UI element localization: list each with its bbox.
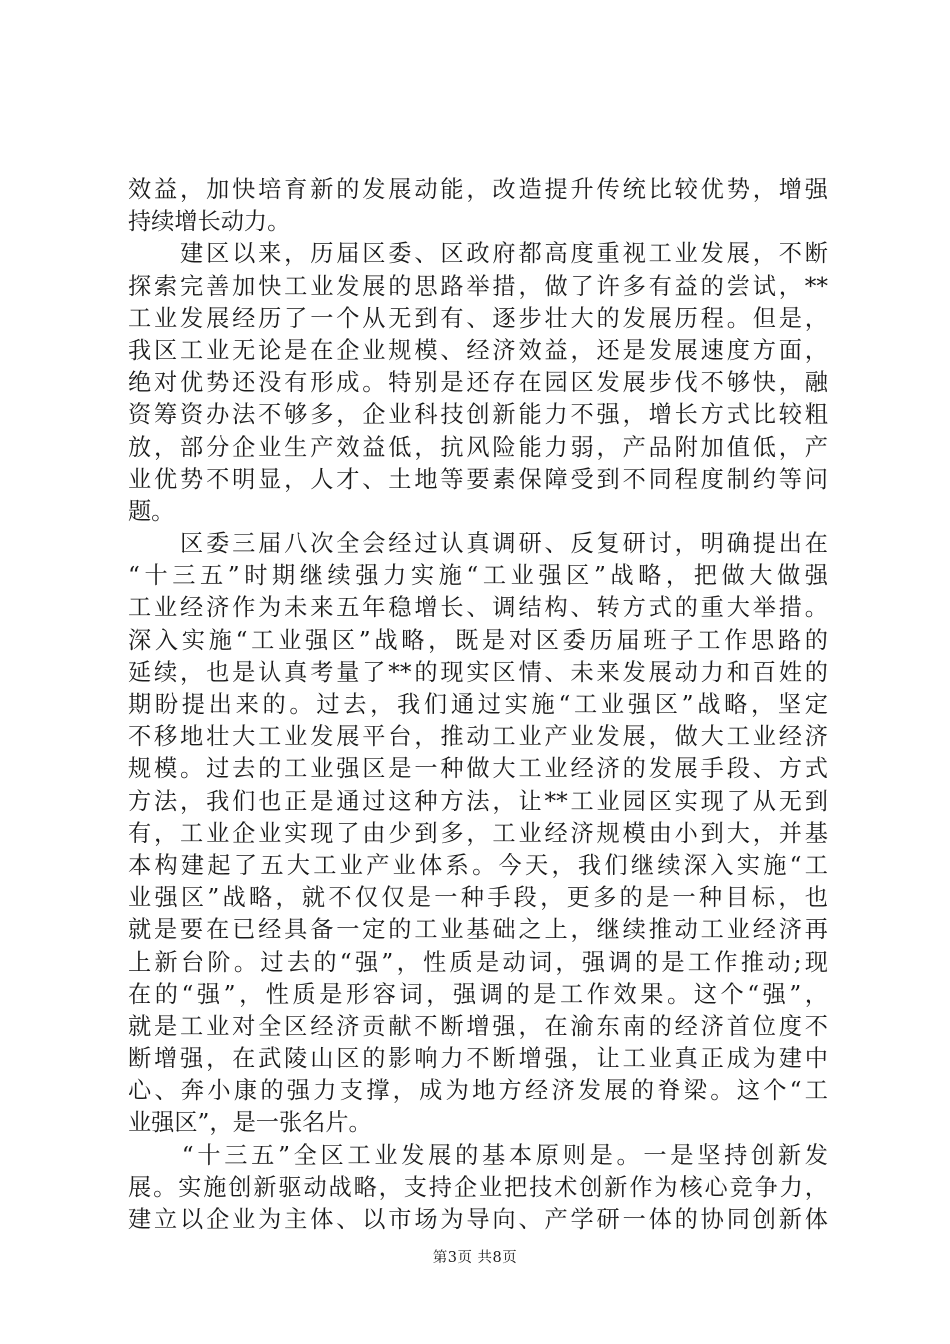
text-line: 就是工业对全区经济贡献不断增强，在渝东南的经济首位度不 [128, 1012, 828, 1040]
text-line: 本构建起了五大工业产业体系。今天，我们继续深入实施“工 [128, 851, 828, 879]
text-line: 我区工业无论是在企业规模、经济效益，还是发展速度方面， [128, 336, 828, 364]
text-line: 不移地壮大工业发展平台，推动工业产业发展，做大工业经济 [128, 723, 828, 751]
text-line: 断增强，在武陵山区的影响力不断增强，让工业真正成为建中 [128, 1045, 828, 1073]
page-number-footer: 第3页 共8页 [432, 1250, 518, 1266]
text-line: “十三五”全区工业发展的基本原则是。一是坚持创新发 [128, 1141, 828, 1169]
text-line: 工业经济作为未来五年稳增长、调结构、转方式的重大举措。 [128, 594, 828, 622]
text-line: 方法，我们也正是通过这种方法，让**工业园区实现了从无到 [128, 787, 828, 815]
text-line: 就是要在已经具备一定的工业基础之上，继续推动工业经济再 [128, 916, 828, 944]
text-line: 绝对优势还没有形成。特别是还存在园区发展步伐不够快，融 [128, 369, 828, 397]
text-line: 探索完善加快工业发展的思路举措，做了许多有益的尝试，** [128, 272, 828, 300]
text-line: 在的“强”，性质是形容词，强调的是工作效果。这个“强”， [128, 980, 828, 1008]
text-line: 心、奔小康的强力支撑，成为地方经济发展的脊梁。这个“工 [128, 1077, 828, 1105]
text-line: 深入实施“工业强区”战略，既是对区委历届班子工作思路的 [128, 626, 828, 654]
text-line: 业强区”战略，就不仅仅是一种手段，更多的是一种目标，也 [128, 884, 828, 912]
text-line: 展。实施创新驱动战略，支持企业把技术创新作为核心竞争力， [128, 1173, 828, 1201]
text-line: 建立以企业为主体、以市场为导向、产学研一体的协同创新体 [128, 1206, 828, 1233]
text-line: “十三五”时期继续强力实施“工业强区”战略，把做大做强 [128, 562, 828, 590]
text-line: 有，工业企业实现了由少到多，工业经济规模由小到大，并基 [128, 819, 828, 847]
text-line: 工业发展经历了一个从无到有、逐步壮大的发展历程。但是， [128, 304, 828, 332]
text-line: 放，部分企业生产效益低，抗风险能力弱，产品附加值低，产 [128, 433, 828, 461]
text-line: 期盼提出来的。过去，我们通过实施“工业强区”战略，坚定 [128, 691, 828, 718]
text-line: 上新台阶。过去的“强”，性质是动词，强调的是工作推动;现 [128, 948, 828, 976]
text-line: 题。 [128, 497, 175, 525]
text-line: 规模。过去的工业强区是一种做大工业经济的发展手段、方式 [128, 755, 828, 783]
text-line: 区委三届八次全会经过认真调研、反复研讨，明确提出在 [128, 530, 828, 558]
text-line: 业强区”，是一张名片。 [128, 1109, 372, 1137]
document-body [128, 174, 828, 1236]
text-line: 持续增长动力。 [128, 208, 291, 236]
text-line: 资筹资办法不够多，企业科技创新能力不强，增长方式比较粗 [128, 401, 828, 429]
text-line: 业优势不明显，人才、土地等要素保障受到不同程度制约等问 [128, 465, 828, 493]
text-line: 延续，也是认真考量了**的现实区情、未来发展动力和百姓的 [128, 658, 828, 686]
text-line: 效益，加快培育新的发展动能，改造提升传统比较优势，增强 [128, 176, 828, 203]
text-line: 建区以来，历届区委、区政府都高度重视工业发展，不断 [128, 240, 828, 268]
